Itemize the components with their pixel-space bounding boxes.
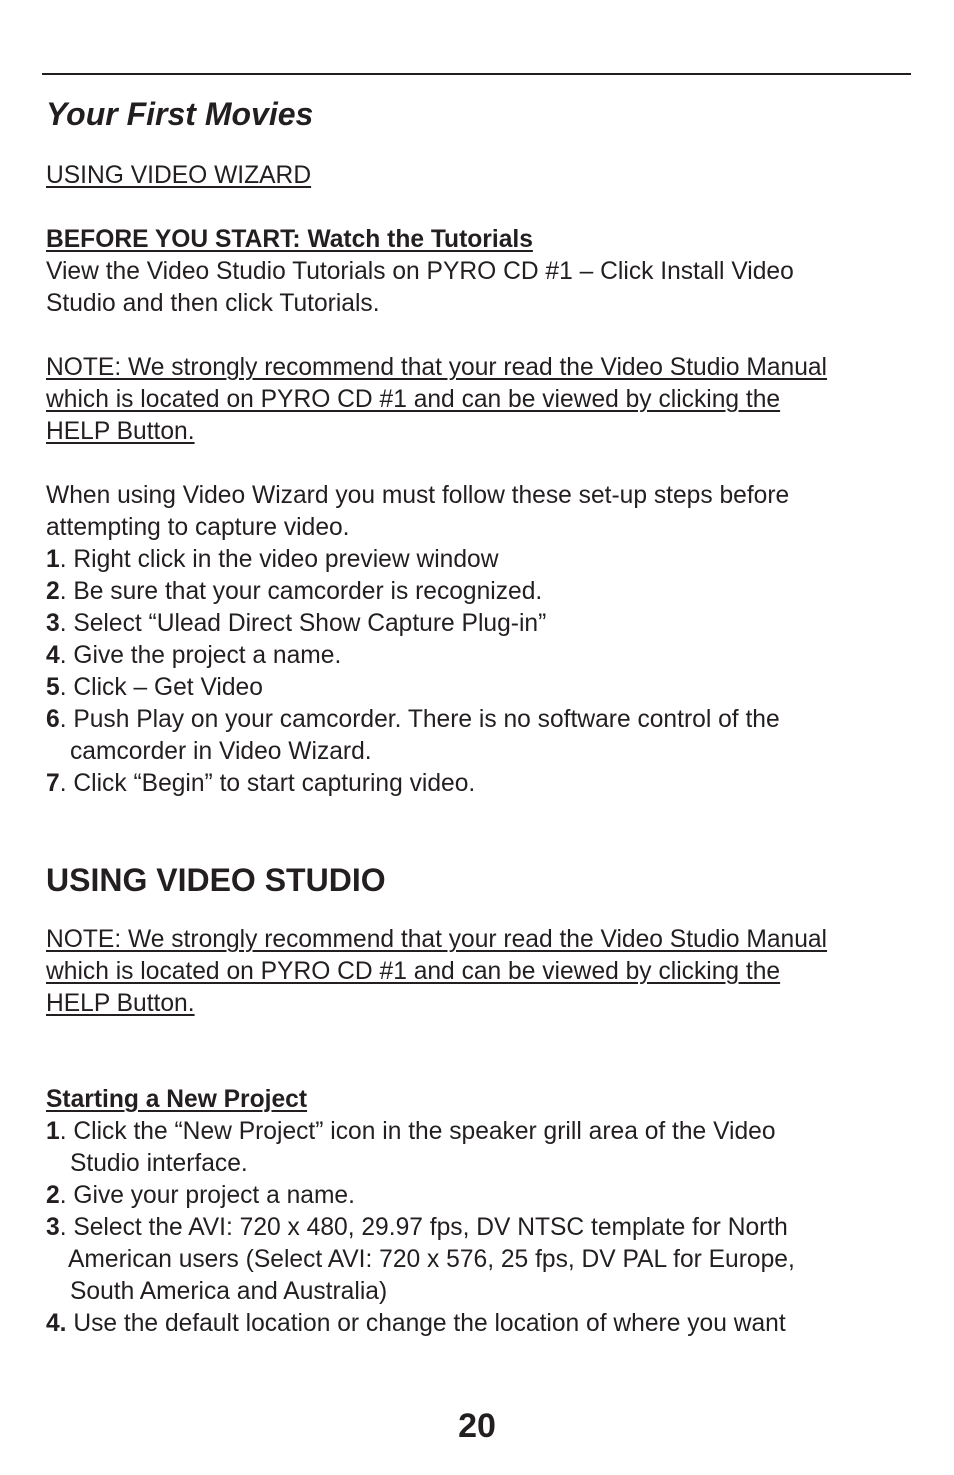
list-item: 1. Right click in the video preview window — [46, 546, 499, 573]
studio-note-line-2: which is located on PYRO CD #1 and can be viewed by clicking the — [46, 958, 781, 985]
wizard-note-line-3: HELP Button. — [46, 418, 195, 445]
page-number: 20 — [458, 1407, 496, 1445]
list-item: 6. Push Play on your camcorder. There is no software control of the — [46, 706, 780, 733]
new-project-heading: Starting a New Project — [46, 1086, 308, 1113]
section-heading-video-studio: USING VIDEO STUDIO — [46, 862, 386, 898]
wizard-intro-line-1: When using Video Wizard you must follow these set-up steps before — [46, 482, 790, 509]
list-item: 7. Click “Begin” to start capturing video. — [46, 770, 476, 797]
list-item: 5. Click – Get Video — [46, 674, 263, 701]
top-rule — [42, 73, 911, 75]
list-item-continuation: South America and Australia) — [70, 1278, 388, 1305]
list-item-continuation: Studio interface. — [70, 1150, 248, 1177]
list-item: 2. Give your project a name. — [46, 1182, 355, 1209]
wizard-note-line-1: NOTE: We strongly recommend that your read the Video Studio Manual — [46, 354, 828, 381]
section-label-video-wizard: USING VIDEO WIZARD — [46, 162, 312, 189]
list-item: 2. Be sure that your camcorder is recognized. — [46, 578, 543, 605]
before-start-line-1: View the Video Studio Tutorials on PYRO CD #1 – Click Install Video — [46, 258, 794, 285]
studio-note-line-3: HELP Button. — [46, 990, 195, 1017]
wizard-steps-list — [46, 544, 916, 800]
list-item: 4. Give the project a name. — [46, 642, 342, 669]
page-content — [46, 92, 916, 1340]
list-item: 1. Click the “New Project” icon in the speaker grill area of the Video — [46, 1118, 776, 1145]
list-item: 3. Select the AVI: 720 x 480, 29.97 fps, DV NTSC template for North — [46, 1214, 788, 1241]
before-start-heading: BEFORE YOU START: Watch the Tutorials — [46, 226, 533, 253]
wizard-note-line-2: which is located on PYRO CD #1 and can be viewed by clicking the — [46, 386, 781, 413]
list-item-continuation: American users (Select AVI: 720 x 576, 25 fps, DV PAL for Europe, — [68, 1246, 795, 1273]
page-title: Your First Movies — [46, 96, 314, 132]
before-start-line-2: Studio and then click Tutorials. — [46, 290, 380, 317]
studio-steps-list — [46, 1116, 916, 1340]
list-item-continuation: camcorder in Video Wizard. — [70, 738, 372, 765]
wizard-intro-line-2: attempting to capture video. — [46, 514, 350, 541]
list-item: 3. Select “Ulead Direct Show Capture Plug-in” — [46, 610, 547, 637]
studio-note-line-1: NOTE: We strongly recommend that your read the Video Studio Manual — [46, 926, 828, 953]
list-item: 4. Use the default location or change the location of where you want — [46, 1310, 786, 1337]
